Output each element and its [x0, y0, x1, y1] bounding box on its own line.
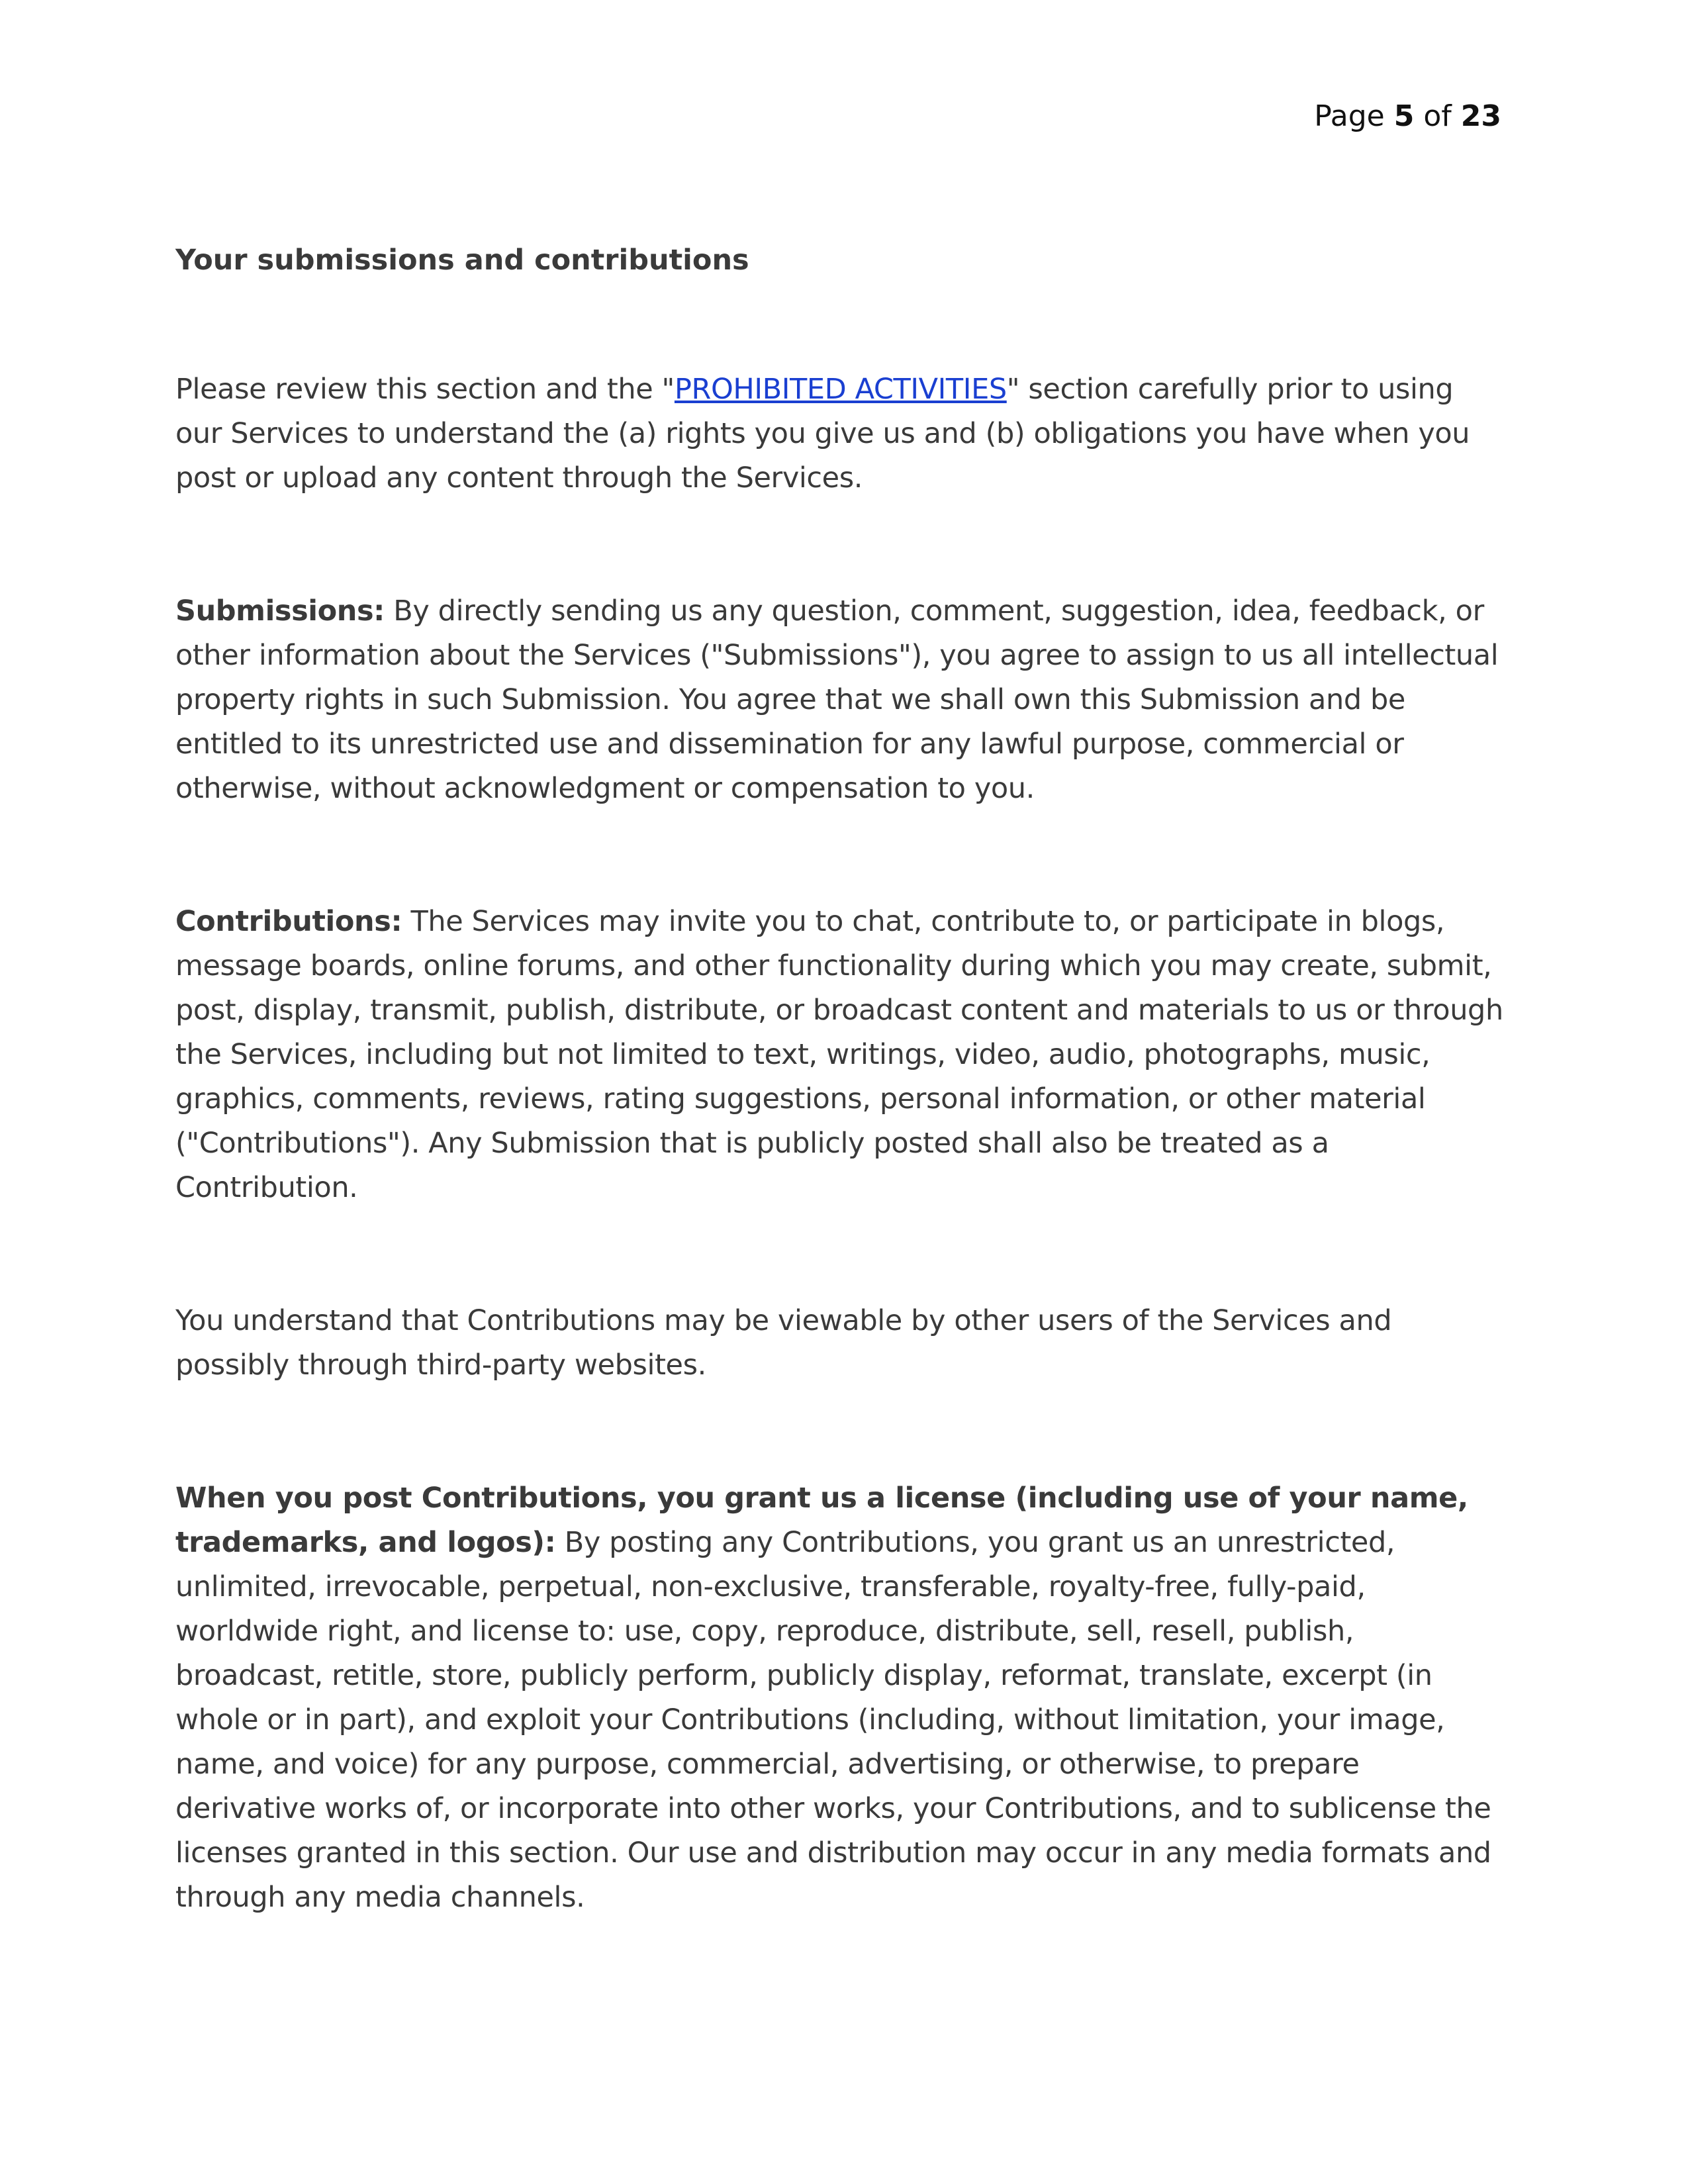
document-body	[175, 244, 1506, 2009]
submissions-paragraph	[175, 589, 1506, 811]
submissions-label: Submissions:	[175, 594, 385, 628]
submissions-text: By directly sending us any question, comment, suggestion, idea, feedback, or other information about the Services ("Submissions"), you agree to assign to us all intellectual property rights in such Submission. You agree that we shall own this Submission and be entitled to its unrestricted use and dissemination for any lawful purpose, commercial or otherwise, without acknowledgment or compensation to you.	[175, 594, 1499, 805]
page-number	[1314, 99, 1501, 134]
section-heading: Your submissions and contributions	[175, 244, 749, 277]
page-label: Page	[1314, 99, 1385, 133]
contributions-paragraph	[175, 900, 1506, 1210]
page-current: 5	[1393, 99, 1415, 133]
prohibited-activities-link[interactable]: PROHIBITED ACTIVITIES	[674, 372, 1007, 406]
contributions-text: The Services may invite you to chat, contribute to, or participate in blogs, message boards, online forums, and other functionality during which you may create, submit, post, display, transmit, publish, distribute, or broadcast content and materials to us or through the Services, including but not limited to text, writings, video, audio, photographs, music, graphics, comments, reviews, rating suggestions, personal information, or other material ("Contributions"). Any Submission that is publicly posted shall also be treated as a Contribution.	[175, 904, 1503, 1204]
intro-paragraph	[175, 367, 1506, 500]
license-label: When you post Contributions, you grant us a license (including use of your name, trademarks, and logos):	[175, 1481, 1468, 1559]
intro-text-before: Please review this section and the "	[175, 372, 675, 406]
license-paragraph	[175, 1476, 1506, 1920]
license-text: By posting any Contributions, you grant us an unrestricted, unlimited, irrevocable, perpetual, non-exclusive, transferable, royalty-free, fully-paid, worldwide right, and license to: use, copy, reproduce, distribute, sell, resell, publish, broadcast, retitle, store, publicly perform, publicly display, reformat, translate, excerpt (in whole or in part), and exploit your Contributions (including, without limitation, your image, name, and voice) for any purpose, commercial, advertising, or otherwise, to prepare derivative works of, or incorporate into other works, your Contributions, and to sublicense the licenses granted in this section. Our use and distribution may occur in any media formats and through any media channels.	[175, 1525, 1491, 1914]
intro-text-after: " section carefully prior to using our Services to understand the (a) rights you give us and (b) obligations you have when you post or upload any content through the Services.	[175, 372, 1470, 495]
contributions-label: Contributions:	[175, 904, 402, 938]
page-total: 23	[1460, 99, 1501, 133]
page-of-label: of	[1423, 99, 1452, 133]
viewable-paragraph: You understand that Contributions may be viewable by other users of the Services and possibly through third-party websites.	[175, 1304, 1392, 1382]
